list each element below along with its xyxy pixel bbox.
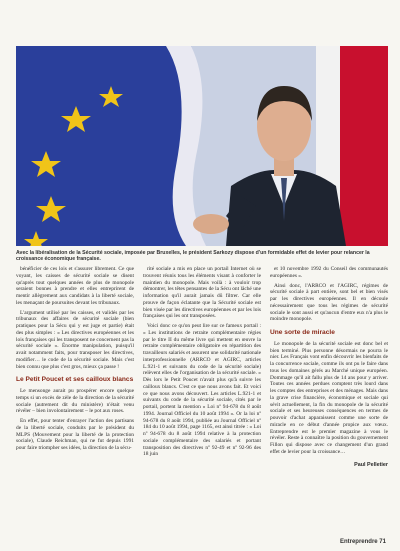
author-signature: Paul Pelletier — [354, 461, 388, 468]
paragraph: Ainsi donc, l'ARRCO et l'AGIRC, régimes de sécurité sociale à part entière, sont bel et bien visés par les directives européennes. Il en découle nécessairement que tous les régimes de sécurité sociale le sont aussi et qu'aucun d'entre eux n'a plus le moindre monopole. — [270, 282, 388, 323]
paragraph: L'argument utilisé par les caisses, et validés par les tribunaux des affaires de sécurité sociale (bien pratiques pour la Sécu qui y est juge et partie) était des plus simples : « Les directives européennes et les lois françaises qui les transposent ne concernent pas la sécurité sociale ». Énorme manipulation, puisqu'il avait notamment faits, pour transposer les directives, modifier… le code de la sécurité sociale. Mais c'est bien connu que plus c'est gros, mieux ça passe ! — [16, 309, 134, 370]
paragraph: Le mensonge aurait pu prospérer encore quelque temps si un excès de zèle de la direction de la sécurité sociale (autrement dit du ministère) n'était venu révéler – bien involontairement – le pot aux roses. — [16, 388, 134, 415]
paragraph: rité sociale a mis en place un portail Internet où se trouvent réunis tous les éléments visant à conforter le maintien du monopole. Mais voilà : à vouloir trop démontrer, les têtes pensantes de la Sécu ont lâché une information qu'il aurait jamais dû filtrer. Car elle prouve de façon éclatante que la Sécurité sociale est bien visée par les directives européennes et par les lois françaises qui les ont transposées. — [143, 266, 261, 320]
page-footer: Entreprendre 71 — [339, 539, 386, 545]
article-column-2 — [143, 266, 261, 536]
paragraph: Le monopole de la sécurité sociale est donc bel et bien terminé. Plus personne désormais ne pourra le nier. Les Français vont enfin découvrir les bienfaits de la concurrence sociale, comme ils ont pu le faire dans tous les domaines gérés au Marché unique européen. Dommage qu'il ait fallu plus de 14 ans pour y arriver. Toutes ces années perdues comptent très lourd dans les comptes des entreprises et des ménages. Mais dans la grave crise financière, économique et sociale qui sévit actuellement, la fin du monopole de la sécurité sociale et ses heureuses conséquences en termes de pouvoir d'achat apparaissent comme une sorte de miracle en ce début d'année propice aux vœux. Entreprendre est le premier magazine à vous le révéler. Reste à connaître la position du gouvernement Fillon qui dispose avec ce changement d'un grand effet de levier pour la croissance… — [270, 340, 388, 455]
photo-sarkozy-eu-flag — [16, 46, 388, 246]
section-heading: Une sorte de miracle — [270, 329, 335, 336]
paragraph: Voici donc ce qu'on peut lire sur ce fameux portail : « Les institutions de retraite complémentaire régies par le titre II du même livre qui mettent en œuvre la retraite complémentaire obligatoire en répartition des travailleurs salariés et assurent une solidarité nationale interprofessionnelle (ARRCO et AGIRC, articles L.921-1 et suivants du code de la sécurité sociale) relèvent elles de l'organisation de la sécurité sociale. » Dès lors le Petit Poucet n'avait plus qu'à suivre les cailloux blancs. C'est ce que nous avons fait. Et voici ce que nous avons découvert. Les articles L.921-1 et suivants du code de la sécurité sociale, cités par le portail, portent la mention « Loi nº 94-678 du 8 août 1994. Journal Officiel du 10 août 1994 ». Or la loi nº 94-678 du 8 août 1994, publiée au Journal Officiel nº 184 du 10 août 1994, page 1165, est ainsi titrée : « Loi nº 94-678 du 8 août 1994 relative à la protection sociale complémentaire des salariés et portant transposition des directives nº 92-49 et nº 92-96 des 18 juin — [143, 323, 261, 458]
photo-illustration — [16, 46, 388, 246]
article-body — [16, 266, 388, 536]
paragraph: bénéficier de ces lois et s'assurer librement. Ce que voyant, les caisses de sécurité sociale se disent qu'après tout quelques années de plus de monopole seraient bonnes à prendre et elles entreprirent de mentir allègrement aux candidats à la liberté sociale, les menaçant de poursuites devant les tribunaux. — [16, 266, 134, 306]
section-heading: Le Petit Poucet et ses cailloux blancs — [16, 376, 134, 384]
photo-caption: Avec la libéralisation de la Sécurité sociale, imposée par Bruxelles, le président Sarkozy dispose d'un formidable effet de levier pour relancer la croissance économique française. — [16, 250, 370, 263]
paragraph: et 10 novembre 1992 du Conseil des communautés européennes ». — [270, 266, 388, 279]
article-column-3 — [270, 266, 388, 536]
paragraph: En effet, pour tenter d'enrayer l'action des partisans de la liberté sociale, conduits par le président du MLPS (Mouvement pour la liberté de la protection sociale), Claude Reichman, qui ne fut depuis 1991 pour faire triompher ses idées, la direction de la sécu- — [16, 418, 134, 451]
article-column-1 — [16, 266, 134, 536]
